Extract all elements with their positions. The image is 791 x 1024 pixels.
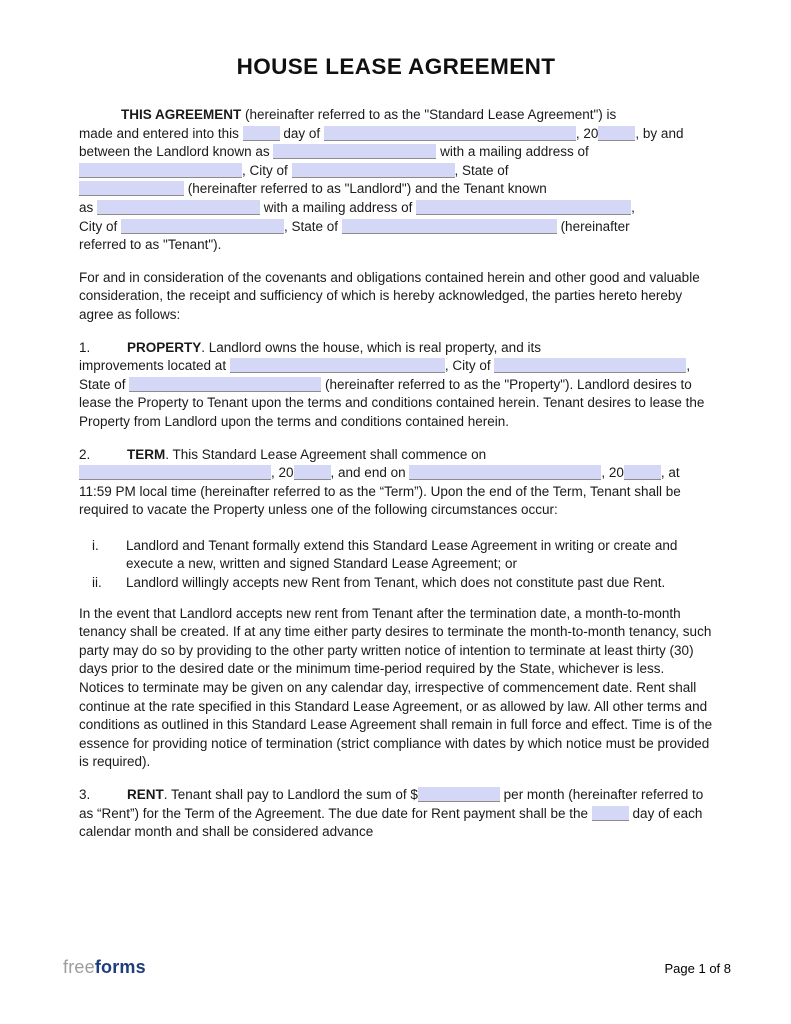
form-field-blank[interactable]	[79, 163, 242, 178]
logo-forms-text: forms	[94, 957, 146, 977]
section-heading: PROPERTY	[127, 339, 202, 355]
text-run: . Landlord owns the house, which is real property, and its	[201, 339, 541, 355]
list-item-text: Landlord and Tenant formally extend this Standard Lease Agreement in writing or create and execute a new, written and signed Standard Lease Agreement; or	[126, 537, 678, 572]
form-field-blank[interactable]	[292, 163, 455, 178]
form-field-blank[interactable]	[418, 787, 500, 802]
form-field-blank[interactable]	[121, 219, 284, 234]
form-field-blank[interactable]	[598, 126, 635, 141]
text-run: ,	[631, 199, 635, 215]
text-run: , by and	[635, 125, 684, 141]
text-run: , 20	[575, 125, 599, 141]
section-3-rent	[79, 786, 713, 842]
text-run: , State of	[454, 162, 509, 178]
form-field-blank[interactable]	[409, 465, 601, 480]
form-field-blank[interactable]	[273, 144, 436, 159]
section-number: 1.	[79, 339, 91, 355]
page-number: Page 1 of 8	[664, 961, 731, 976]
text-run: (hereinafter referred to as the "Standard Lease Agreement") is	[241, 107, 617, 122]
text-run: , State of	[284, 218, 342, 234]
text-run: improvements located at	[79, 358, 230, 374]
text-run: ,	[686, 358, 691, 374]
text-run: with a mailing address of	[260, 199, 417, 215]
list-item-text: Landlord willingly accepts new Rent from Tenant, which does not constitute past due Rent.	[126, 575, 666, 591]
form-field-blank[interactable]	[324, 126, 576, 141]
text-run: . Tenant shall pay to Landlord the sum of $	[163, 787, 418, 802]
form-field-blank[interactable]	[592, 806, 629, 821]
section-heading: RENT	[127, 787, 164, 802]
form-field-blank[interactable]	[129, 377, 321, 392]
text-run: , at	[660, 465, 680, 481]
text-run: In the event that Landlord accepts new rent from Tenant after the termination date, a month-to-month tenancy shall be created. If at any time either party desires to terminate the month-to-month tenancy, such party may do so by providing to the other party written notice of intention to terminate at least thirty (30) days prior to the desired date or the minimum time-period required by the State, whichever is less. Notices to terminate may be given on any calendar day, irrespective of commencement date. Rent shall continue at the rate specified in this Standard Lease Agreement, or as allowed by law. All other terms and conditions as outlined in this Standard Lease Agreement shall remain in full force and effect. Time is of the essence for providing notice of termination (strict compliance with dates by which notice must be provided is required).	[79, 605, 713, 770]
consideration-paragraph	[79, 269, 713, 325]
list-item	[79, 537, 713, 574]
page-title: HOUSE LEASE AGREEMENT	[236, 54, 556, 79]
list-item	[79, 574, 713, 593]
intro-paragraph	[79, 106, 713, 255]
text-run: (hereinafter referred to as the "Property"). Landlord desires to lease the Property to Tenant upon the terms and conditions contained herein. Tenant desires to lease the Property from Landlord upon the terms and conditions contained herein.	[79, 376, 705, 429]
term-circumstances-list	[79, 537, 713, 593]
text-run: , City of	[444, 358, 495, 374]
logo-free-text: free	[63, 957, 95, 977]
section-1-property	[79, 339, 713, 432]
text-run: State of	[79, 376, 130, 392]
form-field-blank[interactable]	[79, 181, 184, 196]
text-run: with a mailing address of	[436, 144, 589, 160]
text-run: , 20	[601, 465, 624, 481]
section-heading: TERM	[127, 446, 166, 462]
text-run: per month (hereinafter referred to as “Rent”) for the Term of the Agreement. The due date for Rent payment shall be the	[79, 787, 704, 821]
text-run: day of each calendar month and shall be considered advance	[79, 805, 703, 840]
form-field-blank[interactable]	[230, 358, 445, 373]
text-run: made and entered into this	[79, 125, 243, 141]
text-run: 11:59 PM local time (hereinafter referred to as the “Term”). Upon the end of the Term, Tenant shall be required to vacate the Property unless one of the following circumstances occur:	[79, 483, 681, 518]
section-2-term	[79, 446, 713, 520]
text-run: , 20	[271, 465, 294, 481]
text-run: referred to as "Tenant").	[79, 237, 222, 253]
text-run: (hereinafter	[556, 218, 630, 234]
form-field-blank[interactable]	[97, 200, 260, 215]
section-heading: THIS AGREEMENT	[121, 107, 242, 122]
page-footer	[0, 957, 791, 978]
section-number: 2.	[79, 446, 91, 462]
freeforms-logo	[63, 957, 146, 978]
form-field-blank[interactable]	[79, 465, 271, 480]
form-field-blank[interactable]	[342, 219, 557, 234]
section-number: 3.	[79, 787, 91, 802]
text-run: between the Landlord known as	[79, 144, 274, 160]
month-to-month-paragraph	[79, 605, 713, 772]
text-run: day of	[279, 125, 324, 141]
text-run: City of	[79, 218, 122, 234]
form-field-blank[interactable]	[416, 200, 631, 215]
text-run: . This Standard Lease Agreement shall commence on	[165, 446, 487, 462]
form-field-blank[interactable]	[494, 358, 686, 373]
text-run: as	[79, 199, 98, 215]
list-marker: ii.	[92, 575, 102, 591]
text-run: (hereinafter referred to as "Landlord") and the Tenant known	[184, 181, 547, 197]
list-marker: i.	[92, 537, 99, 553]
text-run: For and in consideration of the covenants and obligations contained herein and other good and valuable consideration, the receipt and sufficiency of which is hereby acknowledged, the parties hereto hereby agree as follows:	[79, 269, 700, 322]
text-run: , City of	[242, 162, 292, 178]
text-run: , and end on	[330, 465, 410, 481]
form-field-blank[interactable]	[294, 465, 331, 480]
form-field-blank[interactable]	[243, 126, 280, 141]
form-field-blank[interactable]	[624, 465, 661, 480]
